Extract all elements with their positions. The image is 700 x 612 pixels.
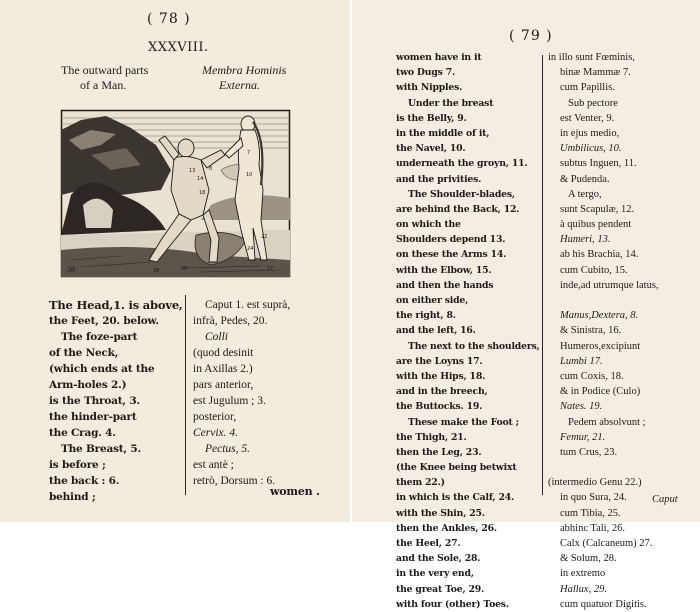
- woodcut-figures-image: [61, 110, 290, 277]
- english-line: with the Elbow, 15.: [396, 264, 492, 276]
- svg-text:26: 26: [181, 266, 188, 272]
- english-line: is the Belly, 9.: [396, 112, 467, 124]
- latin-line: ab his Brachia, 14.: [560, 249, 639, 261]
- latin-line: Calx (Calcaneum) 27.: [560, 538, 653, 549]
- english-line: with the Hips, 18.: [396, 370, 486, 382]
- english-line: and the Sole, 28.: [396, 553, 481, 565]
- english-line: then the Ankles, 26.: [396, 522, 497, 534]
- english-line: Under the breast: [408, 97, 494, 109]
- latin-line: & Sinistra, 16.: [560, 325, 622, 337]
- latin-line: cum Coxis, 18.: [560, 370, 624, 382]
- latin-line: binæ Mammæ 7.: [560, 67, 631, 79]
- english-line: women have in it: [396, 52, 482, 63]
- english-line: Shoulders depend 13.: [396, 234, 506, 246]
- english-line: the Navel, 10.: [396, 143, 466, 155]
- title-english-line1: The outward parts: [61, 63, 149, 77]
- english-line: on these the Arms 14.: [396, 249, 507, 261]
- svg-text:7: 7: [247, 150, 251, 156]
- english-line: The Breast, 5.: [61, 443, 141, 455]
- right-page: [352, 0, 700, 610]
- english-column: [49, 297, 183, 505]
- left-page: [0, 0, 350, 522]
- latin-line: Cervix. 4.: [193, 427, 239, 439]
- title-latin-line2: Externa.: [219, 78, 260, 92]
- english-line: the great Toe, 29.: [396, 583, 485, 595]
- woodcut-illustration: [61, 110, 290, 277]
- latin-line: retrò, Dorsum : 6.: [193, 475, 276, 487]
- latin-line: (quod desinit: [193, 347, 254, 359]
- latin-line: sunt Scapulæ, 12.: [560, 203, 635, 215]
- latin-column: [548, 50, 659, 612]
- english-line: The next to the shoulders,: [408, 340, 540, 352]
- english-line: Arm-holes 2.): [49, 379, 127, 391]
- latin-line: A tergo,: [568, 188, 602, 200]
- english-line: with the Shin, 25.: [396, 507, 485, 519]
- english-line: in the middle of it,: [396, 127, 490, 139]
- latin-line: [548, 293, 659, 308]
- english-line: These make the Foot ;: [408, 416, 519, 428]
- english-line: in the very end,: [396, 568, 474, 580]
- english-line: in which is the Calf, 24.: [396, 492, 515, 504]
- latin-line: Humeros,excipiunt: [560, 340, 641, 352]
- latin-line: in Axillas 2.): [193, 363, 253, 375]
- english-line: The foze-part: [61, 331, 138, 343]
- latin-line: & Pudenda.: [560, 173, 610, 185]
- latin-line: Sub pectore: [568, 97, 618, 109]
- latin-line: cum Cubito, 15.: [560, 264, 628, 276]
- latin-line: posterior,: [193, 411, 237, 423]
- english-line: the back : 6.: [49, 475, 120, 487]
- latin-line: infrà, Pedes, 20.: [193, 315, 268, 327]
- latin-line: Humeri, 13.: [560, 234, 611, 246]
- latin-line: Colli: [205, 331, 229, 343]
- english-line: (the Knee being betwixt: [396, 462, 517, 474]
- english-line: (which ends at the: [49, 363, 155, 375]
- svg-text:8: 8: [209, 166, 213, 172]
- latin-line: & Solum, 28.: [560, 553, 617, 565]
- english-line: the Heel, 27.: [396, 538, 461, 549]
- latin-line: (intermedio Genu 22.): [548, 477, 642, 489]
- title-latin-line1: Membra Hominis: [202, 63, 287, 77]
- english-line: with Nipples.: [396, 82, 463, 94]
- latin-line: in quo Sura, 24.: [560, 492, 627, 504]
- catchword: Caput: [652, 494, 678, 505]
- latin-line: cum Tibia, 25.: [560, 507, 621, 519]
- latin-line: Lumbi 17.: [560, 355, 603, 367]
- english-line: with four (other) Toes.: [396, 598, 509, 610]
- english-line: is before ;: [49, 459, 106, 471]
- latin-line: Nates. 19.: [560, 401, 603, 413]
- latin-line: est Venter, 9.: [560, 112, 615, 124]
- latin-line: Hallux, 29.: [560, 583, 607, 595]
- latin-line: subtus Inguen, 11.: [560, 158, 637, 170]
- english-line: and the left, 16.: [396, 325, 476, 337]
- latin-line: est antè ;: [193, 459, 234, 471]
- column-divider: [185, 295, 186, 495]
- latin-line: Caput 1. est suprà,: [205, 299, 291, 311]
- latin-line: Umbilicus, 10.: [560, 143, 622, 155]
- svg-text:18: 18: [199, 190, 206, 196]
- latin-line: tum Crus, 23.: [560, 446, 618, 458]
- latin-line: cum Papillis.: [560, 82, 615, 94]
- latin-line: Manus,Dextera, 8.: [560, 310, 639, 322]
- title-english-line2: of a Man.: [80, 78, 127, 92]
- catchword: women .: [270, 485, 320, 498]
- latin-column: [193, 297, 290, 489]
- latin-line: pars anterior,: [193, 379, 254, 391]
- english-line: two Dugs 7.: [396, 67, 456, 79]
- english-line: and in the breech,: [396, 386, 488, 398]
- svg-text:27: 27: [267, 266, 274, 272]
- latin-line: Pectus, 5.: [205, 443, 251, 455]
- svg-text:10: 10: [246, 172, 253, 178]
- english-line: the Thigh, 21.: [396, 431, 467, 443]
- english-line: the hinder-part: [49, 411, 137, 423]
- latin-line: [548, 460, 659, 475]
- svg-text:24: 24: [247, 246, 254, 252]
- page-number: ( 79 ): [509, 28, 553, 44]
- latin-line: in extremo: [560, 568, 606, 580]
- english-column: [396, 50, 540, 612]
- english-line: them 22.): [396, 477, 445, 489]
- svg-text:14: 14: [197, 176, 204, 182]
- english-line: behind ;: [49, 491, 96, 503]
- page-number: ( 78 ): [147, 11, 191, 27]
- svg-text:28: 28: [153, 268, 160, 274]
- english-line: the Buttocks. 19.: [396, 401, 483, 413]
- english-line: the right, 8.: [396, 310, 456, 322]
- english-line: the Feet, 20. below.: [49, 315, 159, 327]
- english-line: of the Neck,: [49, 347, 119, 359]
- english-line: is the Throat, 3.: [49, 395, 140, 407]
- latin-line: à quibus pendent: [560, 219, 632, 231]
- latin-line: Pedem absolvunt ;: [568, 416, 646, 428]
- plate-number: 38: [67, 265, 75, 274]
- english-line: are behind the Back, 12.: [396, 203, 520, 215]
- latin-line: inde,ad utrumque latus,: [560, 279, 659, 291]
- latin-line: in illo sunt Fœminis,: [548, 52, 635, 63]
- column-divider: [542, 55, 543, 495]
- latin-line: abhinc Tali, 26.: [560, 522, 625, 534]
- latin-line: est Jugulum ; 3.: [193, 395, 266, 407]
- english-line: The Head,1. is above,: [49, 298, 183, 312]
- english-line: The Shoulder-blades,: [408, 188, 515, 200]
- latin-line: & in Podice (Culo): [560, 386, 641, 398]
- english-line: and then the hands: [396, 279, 494, 291]
- english-line: and the privities.: [396, 173, 482, 185]
- latin-line: cum quatuor Digitis.: [560, 598, 647, 610]
- chapter-numeral: XXXVIII.: [148, 40, 209, 55]
- latin-line: in ejus medio,: [560, 127, 620, 139]
- latin-line: Femur, 21.: [560, 431, 606, 443]
- english-line: are the Loyns 17.: [396, 355, 483, 367]
- english-line: the Crag. 4.: [49, 427, 116, 439]
- english-line: on either side,: [396, 295, 469, 306]
- svg-text:13: 13: [189, 168, 196, 174]
- english-line: on which the: [396, 219, 461, 231]
- english-line: then the Leg, 23.: [396, 446, 482, 458]
- svg-text:22: 22: [261, 234, 268, 240]
- english-line: underneath the groyn, 11.: [396, 158, 528, 170]
